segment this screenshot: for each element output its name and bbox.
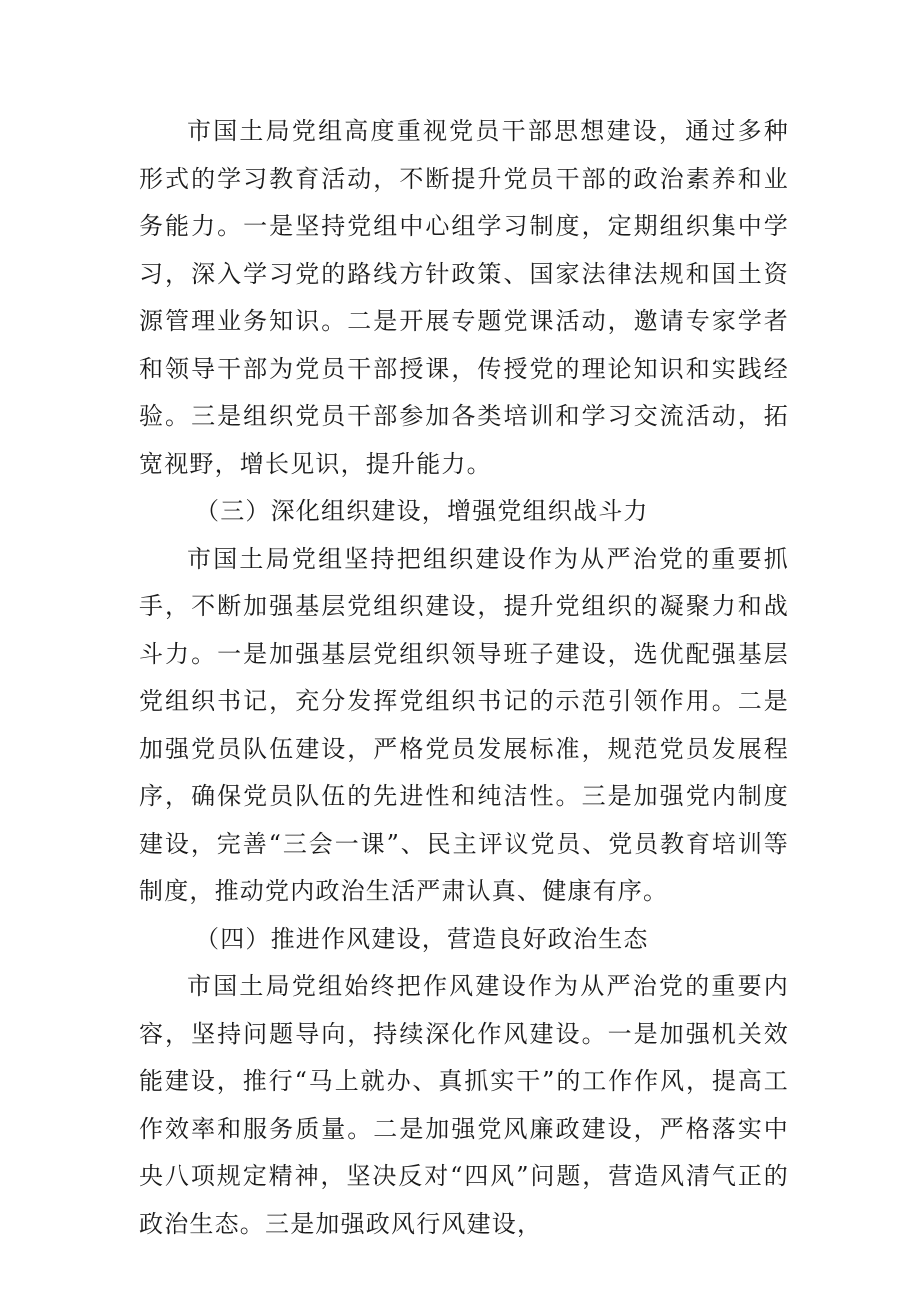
section-heading-3: （三）深化组织建设，增强党组织战斗力 (195, 497, 649, 525)
paragraph-work-style-building: 市国土局党组始终把作风建设作为从严治党的重要内容，坚持问题导向，持续深化作风建设。一是加强机关效能建设，推行“马上就办、真抓实干”的工作作风，提高工作效率和服务质量。二是加强党风廉政建设，严格落实中央八项规定精神，坚决反对“四风”问题，营造风清气正的政治生态。三是加强政风行风建设， (139, 972, 789, 1238)
paragraph-ideological-building: 市国土局党组高度重视党员干部思想建设，通过多种形式的学习教育活动，不断提升党员干部的政治素养和业务能力。一是坚持党组中心组学习制度，定期组织集中学习，深入学习党的路线方针政策、国家法律法规和国土资源管理业务知识。二是开展专题党课活动，邀请专家学者和领导干部为党员干部授课，传授党的理论知识和实践经验。三是组织党员干部参加各类培训和学习交流活动，拓宽视野，增长见识，提升能力。 (139, 117, 789, 478)
paragraph-organization-building: 市国土局党组坚持把组织建设作为从严治党的重要抓手，不断加强基层党组织建设，提升党组织的凝聚力和战斗力。一是加强基层党组织领导班子建设，选优配强基层党组织书记，充分发挥党组织书记的示范引领作用。二是加强党员队伍建设，严格党员发展标准，规范党员发展程序，确保党员队伍的先进性和纯洁性。三是加强党内制度建设，完善“三会一课”、民主评议党员、党员教育培训等制度，推动党内政治生活严肃认真、健康有序。 (139, 544, 789, 905)
document-body (139, 108, 789, 1248)
section-heading-4: （四）推进作风建设，营造良好政治生态 (195, 924, 649, 953)
